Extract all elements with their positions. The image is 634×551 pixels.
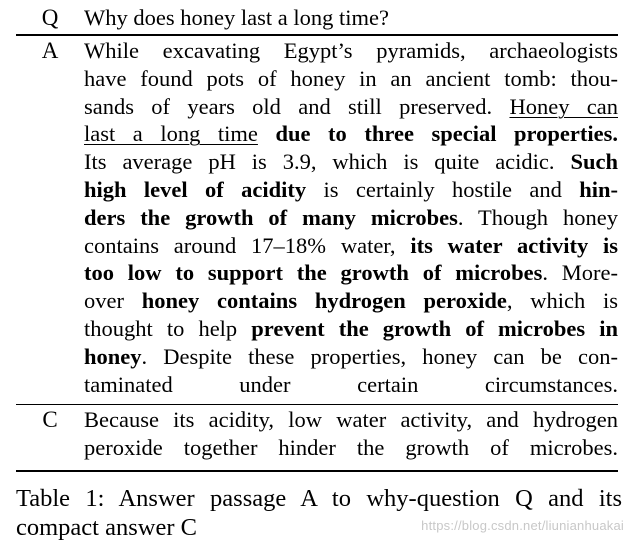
answer-line <box>84 93 618 121</box>
text-run: Its average pH is 3.9, which is quite acidic. <box>84 149 571 175</box>
answer-line <box>84 37 618 65</box>
answer-line <box>84 148 618 176</box>
text-run: sands of years old and still preserved. <box>84 93 510 119</box>
caption-line: Table 1: Answer passage A to why-question Q and its <box>16 485 622 512</box>
underlined-phrase: last a long time <box>84 121 258 147</box>
compact-answer-line: peroxide together hinder the growth of microbes. <box>84 435 618 461</box>
answer-line <box>84 65 618 93</box>
bold-phrase: its water activity is <box>410 232 618 258</box>
top-rule <box>16 34 618 36</box>
text-run: . Despite these properties, honey can be con- <box>141 343 618 369</box>
bold-phrase: prevent the growth of microbes in <box>251 315 618 341</box>
table-caption <box>16 484 622 542</box>
bold-phrase: due to three special properties. <box>275 121 618 147</box>
compact-answer-text <box>84 406 618 462</box>
bold-phrase: high level of acidity <box>84 176 307 202</box>
bold-phrase: Such <box>570 149 618 175</box>
text-run: is certainly hostile and <box>306 176 580 202</box>
text-run: . Though honey <box>457 204 618 230</box>
question-text: Why does honey last a long time? <box>84 5 389 30</box>
bold-phrase: ders the growth of many microbes <box>84 204 458 230</box>
middle-rule <box>16 404 618 405</box>
bold-phrase: honey <box>84 343 142 369</box>
bold-phrase: too low to support the growth of microbes <box>84 260 543 286</box>
answer-line <box>84 287 618 315</box>
bold-phrase: honey contains hydrogen peroxide <box>141 288 507 314</box>
text-run: . More- <box>542 260 618 286</box>
text-run: While excavating Egypt’s pyramids, archaeologists <box>84 38 618 63</box>
answer-line <box>84 259 618 287</box>
text-run: taminated under certain circumstances. <box>84 371 618 397</box>
bold-phrase: hin- <box>579 176 618 202</box>
text-run <box>258 121 276 146</box>
answer-row <box>16 37 618 398</box>
bottom-rule <box>16 470 618 472</box>
answer-line <box>84 176 618 204</box>
compact-answer-row <box>16 406 618 462</box>
answer-passage <box>84 37 618 398</box>
text-run: have found pots of honey in an ancient tomb: thou- <box>84 65 618 91</box>
compact-answer-line: Because its acidity, low water activity, and hydrogen <box>84 407 618 433</box>
answer-line <box>84 204 618 232</box>
text-run: thought to help <box>84 315 252 341</box>
answer-line <box>84 371 618 399</box>
watermark: https://blog.csdn.net/liunianhuakai <box>421 518 624 533</box>
question-label: Q <box>41 5 59 30</box>
caption-line: compact answer C <box>16 514 197 541</box>
answer-line <box>84 343 618 371</box>
text-run: contains around 17–18% water, <box>84 232 411 258</box>
compact-answer-label: C <box>42 407 58 433</box>
underlined-phrase: Honey can <box>509 93 618 119</box>
answer-line <box>84 232 618 260</box>
answer-line <box>84 315 618 343</box>
answer-line <box>84 120 618 148</box>
answer-label: A <box>41 38 59 63</box>
text-run: over <box>84 288 142 314</box>
qa-table <box>16 4 618 472</box>
question-row <box>16 4 618 32</box>
text-run: , which is <box>506 288 619 314</box>
